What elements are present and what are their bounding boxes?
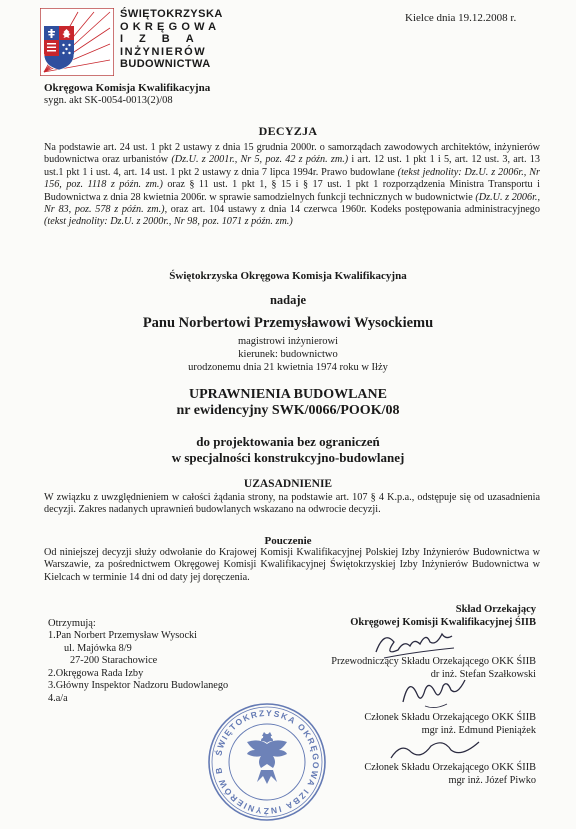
justification-text: W związku z uwzględnieniem w całości żądania strony, na podstawie art. 107 § 4 K.p.a., odstępuje się od uzasadnienia decyzji. Zakres nadanych uprawnień budowlanych wskazano na odwrocie decyzji. (44, 492, 540, 516)
recipient-line: 3.Główny Inspektor Nadzoru Budowlanego (48, 680, 229, 692)
chamber-name-line5: BUDOWNICTWA (120, 58, 211, 71)
member1-signature (395, 672, 475, 712)
chamber-name-line4: INŻYNIERÓW (120, 45, 207, 58)
case-reference: sygn. akt SK-0054-0013(2)/08 (44, 95, 173, 106)
permission-block (0, 387, 576, 419)
board-heading-line1: Skład Orzekający (455, 604, 536, 615)
recipient-name: Panu Norbertowi Przemysławowi Wysockiemu (142, 315, 434, 331)
chamber-logo (40, 8, 114, 76)
stamp-seal (205, 700, 329, 824)
chamber-name-line2: OKRĘGOWA (120, 20, 221, 33)
legal-citation: (Dz.U. z 2006r., Nr 83, poz. 578 z późn. zm.) (44, 191, 541, 216)
legal-citation: (tekst jednolity: Dz.U. z 2006r., Nr 156, poz. 1118 z późn. zm.) (44, 166, 540, 191)
recipient-line: 1.Pan Norbert Przemysław Wysocki (48, 630, 198, 641)
city-date: Kielce dnia 19.12.2008 r. (405, 12, 517, 24)
chamber-name (120, 8, 230, 71)
permission-scope (0, 434, 576, 465)
commission-name: Okręgowa Komisja Kwalifikacyjna (44, 82, 211, 94)
recipients-label: Otrzymują: (48, 618, 96, 629)
recipient-line: 27-200 Starachowice (70, 655, 158, 667)
recipient-line: 2.Okręgowa Rada Izby (48, 667, 144, 679)
stamp-ring-text: ŚWIĘTOKRZYSKA OKRĘGOWA IZBA INŻYNIERÓW B (213, 707, 322, 817)
chamber-name-line3: IZBA (120, 33, 210, 46)
scope-line2: w specjalności konstrukcyjno-budowlanej (171, 449, 405, 465)
legal-basis-text: , oraz art. 104 ustawy z dnia 14 czerwca 1960r. Kodeks postępowania administracyjnego (164, 204, 540, 216)
member2-name: mgr inż. Józef Piwko (448, 775, 536, 786)
instruction-text: Od niniejszej decyzji służy odwołanie do Krajowej Komisji Kwalifikacyjnej Polskiej Izby Inżynierów Budownictwa w Warszawie, za pośrednictwem Okręgowej Komisji Kwalifikacyjnej Świętokrzyskiej Izby Inżynierów Budownictwa w Kielcach w terminie 14 dni od daty jej doręczenia. (44, 547, 540, 583)
chamber-logo-emblem (40, 8, 114, 76)
member1-role: Członek Składu Orzekającego OKK ŚIIB (364, 712, 536, 723)
decision-title: DECYZJA (258, 124, 318, 138)
member2-role: Członek Składu Orzekającego OKK ŚIIB (364, 762, 536, 773)
instruction-title: Pouczenie (264, 535, 312, 547)
legal-basis-text: Na podstawie art. 24 ust. 1 pkt 2 ustawy z dnia 15 grudnia 2000r. o samorządach zawodowych architektów, inżynierów budownictwa oraz urbanistów (44, 142, 540, 166)
legal-basis-text: i art. 12 ust. 1 pkt 1 i 5, art. 12 ust. 3, art. 13 ust.1 pkt 1 i ust. 4, art. 14 ust. 1 pkt 2 ustawy z dnia 7 lipca 1994r. Prawo budowlane (44, 154, 540, 178)
legal-citation: (Dz.U. z 2001r., Nr 5, poz. 42 z późn. zm.) (171, 154, 349, 166)
legal-basis-paragraph (44, 142, 540, 229)
recipient-degree: magistrowi inżynierowi (237, 336, 339, 347)
recipient-birth: urodzonemu dnia 21 kwietnia 1974 roku w Iłży (188, 362, 388, 373)
chamber-name-line1: ŚWIĘTOKRZYSKA (120, 8, 223, 20)
recipient-field: kierunek: budownictwo (238, 349, 338, 360)
member1-name: mgr inż. Edmund Pieniążek (421, 725, 536, 736)
legal-basis-text: oraz § 11 ust. 1 pkt 1, § 15 i § 17 ust. 1 pkt 1 rozporządzenia Ministra Transportu i Budownictwa z dnia 28 kwietnia 2006r. w sprawie samodzielnych funkcji technicznych w budownictwie (44, 179, 540, 203)
justification-title: UZASADNIENIE (243, 478, 333, 490)
issuer-name: Świętokrzyska Okręgowa Komisja Kwalifikacyjna (169, 270, 407, 282)
board-heading-line2: Okręgowej Komisji Kwalifikacyjnej ŚIIB (350, 616, 536, 628)
recipients-list (48, 630, 228, 706)
permission-number: nr ewidencyjny SWK/0066/POOK/08 (176, 403, 400, 418)
grants-verb: nadaje (269, 293, 307, 307)
scope-line1: do projektowania bez ograniczeń (196, 434, 380, 449)
recipient-line: 4.a/a (48, 692, 68, 704)
recipient-line: ul. Majówka 8/9 (64, 642, 132, 654)
official-stamp (205, 700, 329, 824)
chair-name: dr inż. Stefan Szałkowski (430, 669, 536, 680)
permission-title: UPRAWNIENIA BUDOWLANE (189, 387, 387, 402)
chair-role: Przewodniczący Składu Orzekającego OKK ŚIIB (331, 656, 536, 667)
legal-citation: (tekst jednolity: Dz.U. z 2000r., Nr 98, poz. 1071 z późn. zm.) (44, 216, 293, 228)
